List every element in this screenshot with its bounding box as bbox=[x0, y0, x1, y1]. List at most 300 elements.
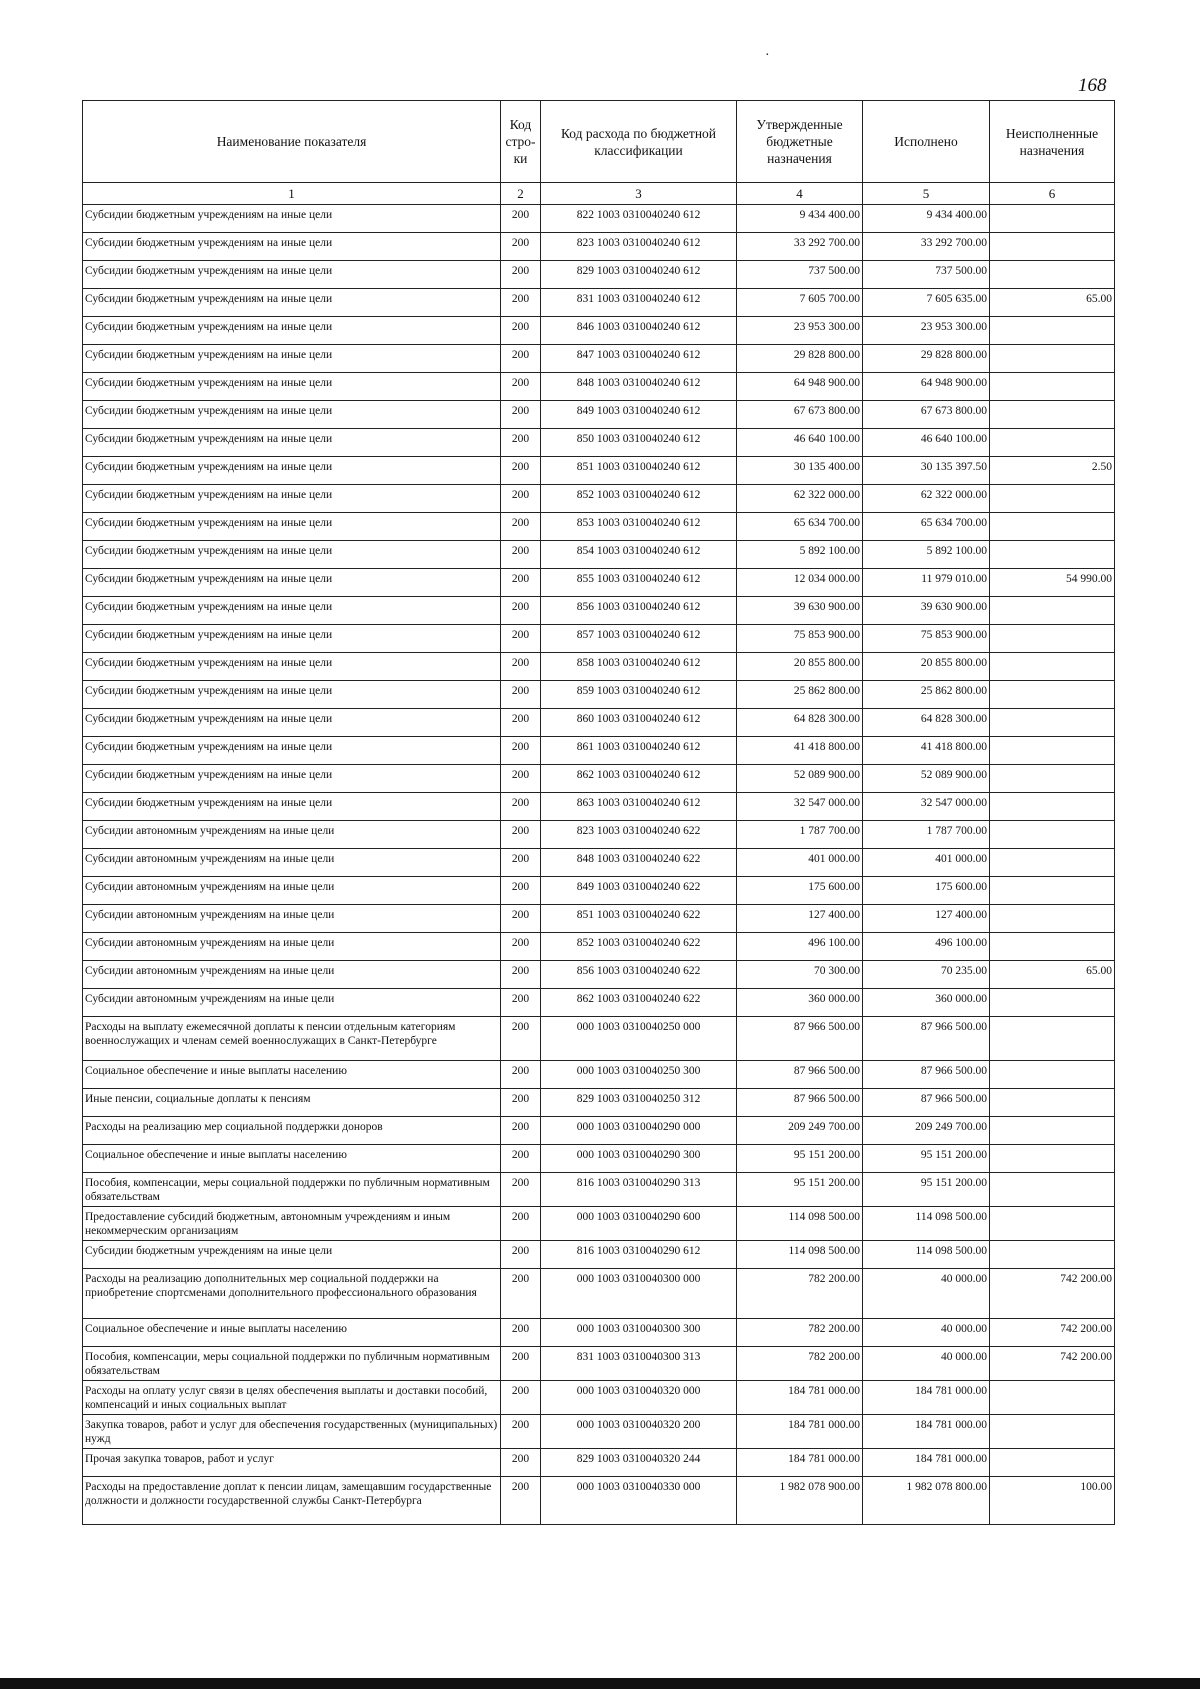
row-name: Субсидии автономным учреждениям на иные цели bbox=[83, 821, 501, 849]
table-row bbox=[83, 877, 1115, 905]
row-line-code: 200 bbox=[501, 961, 541, 989]
row-approved: 41 418 800.00 bbox=[737, 737, 863, 765]
table-row bbox=[83, 933, 1115, 961]
row-unexecuted bbox=[990, 1207, 1115, 1241]
row-classification-code: 855 1003 0310040240 612 bbox=[541, 569, 737, 597]
row-line-code: 200 bbox=[501, 849, 541, 877]
header-budget-classification: Код расхода по бюджетной классификации bbox=[541, 101, 737, 183]
row-approved: 30 135 400.00 bbox=[737, 457, 863, 485]
row-line-code: 200 bbox=[501, 1207, 541, 1241]
row-approved: 46 640 100.00 bbox=[737, 429, 863, 457]
row-unexecuted bbox=[990, 681, 1115, 709]
row-name: Субсидии автономным учреждениям на иные цели bbox=[83, 849, 501, 877]
row-classification-code: 816 1003 0310040290 313 bbox=[541, 1173, 737, 1207]
row-unexecuted bbox=[990, 1117, 1115, 1145]
row-classification-code: 000 1003 0310040290 600 bbox=[541, 1207, 737, 1241]
row-unexecuted: 742 200.00 bbox=[990, 1347, 1115, 1381]
table-row bbox=[83, 681, 1115, 709]
row-unexecuted bbox=[990, 1173, 1115, 1207]
row-classification-code: 862 1003 0310040240 612 bbox=[541, 765, 737, 793]
row-approved: 75 853 900.00 bbox=[737, 625, 863, 653]
table-row bbox=[83, 597, 1115, 625]
table-row bbox=[83, 1319, 1115, 1347]
row-classification-code: 856 1003 0310040240 622 bbox=[541, 961, 737, 989]
row-executed: 41 418 800.00 bbox=[863, 737, 990, 765]
row-approved: 127 400.00 bbox=[737, 905, 863, 933]
row-approved: 95 151 200.00 bbox=[737, 1173, 863, 1207]
row-line-code: 200 bbox=[501, 1117, 541, 1145]
row-approved: 782 200.00 bbox=[737, 1269, 863, 1319]
column-number: 6 bbox=[990, 183, 1115, 205]
row-approved: 7 605 700.00 bbox=[737, 289, 863, 317]
row-unexecuted: 100.00 bbox=[990, 1477, 1115, 1525]
row-executed: 23 953 300.00 bbox=[863, 317, 990, 345]
row-approved: 52 089 900.00 bbox=[737, 765, 863, 793]
row-executed: 29 828 800.00 bbox=[863, 345, 990, 373]
table-row bbox=[83, 317, 1115, 345]
row-unexecuted bbox=[990, 597, 1115, 625]
table-row bbox=[83, 765, 1115, 793]
row-classification-code: 000 1003 0310040300 000 bbox=[541, 1269, 737, 1319]
row-unexecuted bbox=[990, 625, 1115, 653]
row-unexecuted bbox=[990, 1061, 1115, 1089]
row-executed: 11 979 010.00 bbox=[863, 569, 990, 597]
table-row bbox=[83, 289, 1115, 317]
column-number: 3 bbox=[541, 183, 737, 205]
row-executed: 64 828 300.00 bbox=[863, 709, 990, 737]
row-executed: 184 781 000.00 bbox=[863, 1449, 990, 1477]
row-classification-code: 853 1003 0310040240 612 bbox=[541, 513, 737, 541]
row-unexecuted bbox=[990, 905, 1115, 933]
row-line-code: 200 bbox=[501, 709, 541, 737]
row-approved: 9 434 400.00 bbox=[737, 205, 863, 233]
row-classification-code: 000 1003 0310040290 000 bbox=[541, 1117, 737, 1145]
table-row bbox=[83, 457, 1115, 485]
row-approved: 32 547 000.00 bbox=[737, 793, 863, 821]
row-line-code: 200 bbox=[501, 457, 541, 485]
row-executed: 67 673 800.00 bbox=[863, 401, 990, 429]
row-name: Субсидии бюджетным учреждениям на иные цели bbox=[83, 681, 501, 709]
row-approved: 1 982 078 900.00 bbox=[737, 1477, 863, 1525]
row-unexecuted bbox=[990, 793, 1115, 821]
row-line-code: 200 bbox=[501, 1089, 541, 1117]
row-classification-code: 000 1003 0310040320 000 bbox=[541, 1381, 737, 1415]
row-line-code: 200 bbox=[501, 513, 541, 541]
row-unexecuted bbox=[990, 1449, 1115, 1477]
row-unexecuted: 742 200.00 bbox=[990, 1269, 1115, 1319]
row-classification-code: 860 1003 0310040240 612 bbox=[541, 709, 737, 737]
row-classification-code: 846 1003 0310040240 612 bbox=[541, 317, 737, 345]
column-number-row bbox=[83, 183, 1115, 205]
row-approved: 12 034 000.00 bbox=[737, 569, 863, 597]
table-row bbox=[83, 345, 1115, 373]
row-line-code: 200 bbox=[501, 1477, 541, 1525]
row-name: Субсидии бюджетным учреждениям на иные цели bbox=[83, 289, 501, 317]
row-classification-code: 859 1003 0310040240 612 bbox=[541, 681, 737, 709]
row-classification-code: 823 1003 0310040240 622 bbox=[541, 821, 737, 849]
row-classification-code: 851 1003 0310040240 612 bbox=[541, 457, 737, 485]
row-classification-code: 850 1003 0310040240 612 bbox=[541, 429, 737, 457]
row-name: Субсидии бюджетным учреждениям на иные цели bbox=[83, 485, 501, 513]
header-executed: Исполнено bbox=[863, 101, 990, 183]
row-line-code: 200 bbox=[501, 485, 541, 513]
table-row bbox=[83, 625, 1115, 653]
table-row bbox=[83, 1415, 1115, 1449]
row-executed: 40 000.00 bbox=[863, 1269, 990, 1319]
row-executed: 62 322 000.00 bbox=[863, 485, 990, 513]
table-row bbox=[83, 401, 1115, 429]
row-classification-code: 851 1003 0310040240 622 bbox=[541, 905, 737, 933]
row-line-code: 200 bbox=[501, 345, 541, 373]
row-classification-code: 849 1003 0310040240 622 bbox=[541, 877, 737, 905]
row-name: Субсидии бюджетным учреждениям на иные цели bbox=[83, 457, 501, 485]
table-row bbox=[83, 429, 1115, 457]
row-executed: 7 605 635.00 bbox=[863, 289, 990, 317]
row-unexecuted bbox=[990, 653, 1115, 681]
row-unexecuted bbox=[990, 485, 1115, 513]
row-name: Субсидии бюджетным учреждениям на иные цели bbox=[83, 765, 501, 793]
table-row bbox=[83, 233, 1115, 261]
row-approved: 1 787 700.00 bbox=[737, 821, 863, 849]
row-classification-code: 852 1003 0310040240 612 bbox=[541, 485, 737, 513]
row-executed: 114 098 500.00 bbox=[863, 1241, 990, 1269]
row-line-code: 200 bbox=[501, 1449, 541, 1477]
row-name: Субсидии бюджетным учреждениям на иные цели bbox=[83, 261, 501, 289]
header-indicator-name: Наименование показателя bbox=[83, 101, 501, 183]
row-approved: 20 855 800.00 bbox=[737, 653, 863, 681]
row-approved: 401 000.00 bbox=[737, 849, 863, 877]
row-approved: 25 862 800.00 bbox=[737, 681, 863, 709]
row-executed: 64 948 900.00 bbox=[863, 373, 990, 401]
row-line-code: 200 bbox=[501, 765, 541, 793]
row-executed: 1 982 078 800.00 bbox=[863, 1477, 990, 1525]
row-unexecuted bbox=[990, 1381, 1115, 1415]
row-classification-code: 000 1003 0310040330 000 bbox=[541, 1477, 737, 1525]
row-approved: 737 500.00 bbox=[737, 261, 863, 289]
row-approved: 360 000.00 bbox=[737, 989, 863, 1017]
scan-bottom-edge bbox=[0, 1678, 1200, 1689]
row-unexecuted bbox=[990, 1089, 1115, 1117]
row-name: Субсидии бюджетным учреждениям на иные цели bbox=[83, 793, 501, 821]
column-number: 5 bbox=[863, 183, 990, 205]
row-name: Расходы на предоставление доплат к пенсии лицам, замещавшим государственные должности и должности государственной службы Санкт-Петербурга bbox=[83, 1477, 501, 1525]
row-executed: 1 787 700.00 bbox=[863, 821, 990, 849]
table-row bbox=[83, 569, 1115, 597]
row-executed: 95 151 200.00 bbox=[863, 1173, 990, 1207]
row-unexecuted bbox=[990, 429, 1115, 457]
row-line-code: 200 bbox=[501, 933, 541, 961]
row-name: Субсидии бюджетным учреждениям на иные цели bbox=[83, 401, 501, 429]
row-unexecuted bbox=[990, 765, 1115, 793]
row-name: Субсидии автономным учреждениям на иные цели bbox=[83, 989, 501, 1017]
row-classification-code: 000 1003 0310040320 200 bbox=[541, 1415, 737, 1449]
row-unexecuted bbox=[990, 737, 1115, 765]
row-line-code: 200 bbox=[501, 1381, 541, 1415]
row-executed: 20 855 800.00 bbox=[863, 653, 990, 681]
row-classification-code: 848 1003 0310040240 612 bbox=[541, 373, 737, 401]
table-row bbox=[83, 261, 1115, 289]
row-unexecuted bbox=[990, 1241, 1115, 1269]
row-name: Социальное обеспечение и иные выплаты населению bbox=[83, 1319, 501, 1347]
row-name: Закупка товаров, работ и услуг для обеспечения государственных (муниципальных) нужд bbox=[83, 1415, 501, 1449]
row-line-code: 200 bbox=[501, 1415, 541, 1449]
table-row bbox=[83, 905, 1115, 933]
row-executed: 5 892 100.00 bbox=[863, 541, 990, 569]
row-executed: 9 434 400.00 bbox=[863, 205, 990, 233]
row-approved: 64 948 900.00 bbox=[737, 373, 863, 401]
row-executed: 40 000.00 bbox=[863, 1347, 990, 1381]
row-unexecuted bbox=[990, 877, 1115, 905]
row-classification-code: 000 1003 0310040250 300 bbox=[541, 1061, 737, 1089]
row-executed: 52 089 900.00 bbox=[863, 765, 990, 793]
row-unexecuted bbox=[990, 933, 1115, 961]
row-line-code: 200 bbox=[501, 1347, 541, 1381]
row-line-code: 200 bbox=[501, 905, 541, 933]
row-approved: 184 781 000.00 bbox=[737, 1415, 863, 1449]
budget-execution-table bbox=[82, 100, 1115, 1525]
table-body bbox=[83, 205, 1115, 1525]
header-unexecuted: Неисполненные назначения bbox=[990, 101, 1115, 183]
row-approved: 87 966 500.00 bbox=[737, 1017, 863, 1061]
column-number: 4 bbox=[737, 183, 863, 205]
row-unexecuted bbox=[990, 513, 1115, 541]
row-name: Субсидии бюджетным учреждениям на иные цели bbox=[83, 345, 501, 373]
row-line-code: 200 bbox=[501, 205, 541, 233]
row-line-code: 200 bbox=[501, 233, 541, 261]
table-row bbox=[83, 1449, 1115, 1477]
row-approved: 114 098 500.00 bbox=[737, 1241, 863, 1269]
row-unexecuted: 65.00 bbox=[990, 289, 1115, 317]
row-classification-code: 862 1003 0310040240 622 bbox=[541, 989, 737, 1017]
row-executed: 184 781 000.00 bbox=[863, 1381, 990, 1415]
row-executed: 32 547 000.00 bbox=[863, 793, 990, 821]
table-row bbox=[83, 989, 1115, 1017]
table-row bbox=[83, 1347, 1115, 1381]
row-line-code: 200 bbox=[501, 793, 541, 821]
row-approved: 23 953 300.00 bbox=[737, 317, 863, 345]
row-line-code: 200 bbox=[501, 429, 541, 457]
row-executed: 175 600.00 bbox=[863, 877, 990, 905]
row-approved: 62 322 000.00 bbox=[737, 485, 863, 513]
row-line-code: 200 bbox=[501, 317, 541, 345]
row-name: Субсидии бюджетным учреждениям на иные цели bbox=[83, 233, 501, 261]
row-line-code: 200 bbox=[501, 569, 541, 597]
row-classification-code: 000 1003 0310040300 300 bbox=[541, 1319, 737, 1347]
row-name: Субсидии автономным учреждениям на иные цели bbox=[83, 905, 501, 933]
row-unexecuted bbox=[990, 541, 1115, 569]
row-approved: 67 673 800.00 bbox=[737, 401, 863, 429]
table-row bbox=[83, 1117, 1115, 1145]
row-approved: 39 630 900.00 bbox=[737, 597, 863, 625]
row-classification-code: 822 1003 0310040240 612 bbox=[541, 205, 737, 233]
table-row bbox=[83, 1089, 1115, 1117]
row-name: Субсидии бюджетным учреждениям на иные цели bbox=[83, 737, 501, 765]
row-unexecuted bbox=[990, 1017, 1115, 1061]
row-classification-code: 829 1003 0310040250 312 bbox=[541, 1089, 737, 1117]
row-approved: 184 781 000.00 bbox=[737, 1449, 863, 1477]
column-number: 1 bbox=[83, 183, 501, 205]
row-unexecuted bbox=[990, 233, 1115, 261]
row-approved: 496 100.00 bbox=[737, 933, 863, 961]
row-line-code: 200 bbox=[501, 373, 541, 401]
row-executed: 87 966 500.00 bbox=[863, 1017, 990, 1061]
table-row bbox=[83, 653, 1115, 681]
row-line-code: 200 bbox=[501, 401, 541, 429]
row-executed: 401 000.00 bbox=[863, 849, 990, 877]
row-approved: 95 151 200.00 bbox=[737, 1145, 863, 1173]
row-line-code: 200 bbox=[501, 821, 541, 849]
row-line-code: 200 bbox=[501, 1173, 541, 1207]
row-approved: 175 600.00 bbox=[737, 877, 863, 905]
row-executed: 46 640 100.00 bbox=[863, 429, 990, 457]
table-row bbox=[83, 849, 1115, 877]
row-classification-code: 863 1003 0310040240 612 bbox=[541, 793, 737, 821]
row-classification-code: 848 1003 0310040240 622 bbox=[541, 849, 737, 877]
row-approved: 70 300.00 bbox=[737, 961, 863, 989]
row-classification-code: 829 1003 0310040240 612 bbox=[541, 261, 737, 289]
row-classification-code: 829 1003 0310040320 244 bbox=[541, 1449, 737, 1477]
row-classification-code: 857 1003 0310040240 612 bbox=[541, 625, 737, 653]
table-row bbox=[83, 485, 1115, 513]
row-classification-code: 854 1003 0310040240 612 bbox=[541, 541, 737, 569]
table-row bbox=[83, 737, 1115, 765]
table-row bbox=[83, 541, 1115, 569]
row-name: Прочая закупка товаров, работ и услуг bbox=[83, 1449, 501, 1477]
table-row bbox=[83, 1269, 1115, 1319]
row-name: Расходы на реализацию дополнительных мер социальной поддержки на приобретение спортсменами дополнительного профессионального образования bbox=[83, 1269, 501, 1319]
row-line-code: 200 bbox=[501, 1061, 541, 1089]
row-line-code: 200 bbox=[501, 541, 541, 569]
row-classification-code: 852 1003 0310040240 622 bbox=[541, 933, 737, 961]
table-row bbox=[83, 1145, 1115, 1173]
row-unexecuted bbox=[990, 317, 1115, 345]
row-approved: 209 249 700.00 bbox=[737, 1117, 863, 1145]
row-executed: 209 249 700.00 bbox=[863, 1117, 990, 1145]
row-approved: 29 828 800.00 bbox=[737, 345, 863, 373]
row-line-code: 200 bbox=[501, 1017, 541, 1061]
row-name: Иные пенсии, социальные доплаты к пенсиям bbox=[83, 1089, 501, 1117]
row-line-code: 200 bbox=[501, 1145, 541, 1173]
row-name: Субсидии бюджетным учреждениям на иные цели bbox=[83, 569, 501, 597]
row-name: Социальное обеспечение и иные выплаты населению bbox=[83, 1145, 501, 1173]
row-line-code: 200 bbox=[501, 1269, 541, 1319]
table-header-row bbox=[83, 101, 1115, 183]
row-classification-code: 831 1003 0310040300 313 bbox=[541, 1347, 737, 1381]
row-classification-code: 000 1003 0310040250 000 bbox=[541, 1017, 737, 1061]
row-unexecuted: 65.00 bbox=[990, 961, 1115, 989]
row-classification-code: 847 1003 0310040240 612 bbox=[541, 345, 737, 373]
row-name: Расходы на реализацию мер социальной поддержки доноров bbox=[83, 1117, 501, 1145]
row-classification-code: 861 1003 0310040240 612 bbox=[541, 737, 737, 765]
row-unexecuted bbox=[990, 1145, 1115, 1173]
row-executed: 40 000.00 bbox=[863, 1319, 990, 1347]
row-name: Субсидии бюджетным учреждениям на иные цели bbox=[83, 709, 501, 737]
row-executed: 70 235.00 bbox=[863, 961, 990, 989]
row-unexecuted bbox=[990, 401, 1115, 429]
row-approved: 5 892 100.00 bbox=[737, 541, 863, 569]
table-row bbox=[83, 513, 1115, 541]
row-name: Субсидии бюджетным учреждениям на иные цели bbox=[83, 653, 501, 681]
row-executed: 87 966 500.00 bbox=[863, 1061, 990, 1089]
row-line-code: 200 bbox=[501, 597, 541, 625]
row-unexecuted bbox=[990, 205, 1115, 233]
row-executed: 25 862 800.00 bbox=[863, 681, 990, 709]
row-executed: 114 098 500.00 bbox=[863, 1207, 990, 1241]
row-name: Социальное обеспечение и иные выплаты населению bbox=[83, 1061, 501, 1089]
row-name: Субсидии бюджетным учреждениям на иные цели bbox=[83, 317, 501, 345]
row-name: Субсидии бюджетным учреждениям на иные цели bbox=[83, 429, 501, 457]
row-approved: 65 634 700.00 bbox=[737, 513, 863, 541]
row-line-code: 200 bbox=[501, 877, 541, 905]
row-classification-code: 849 1003 0310040240 612 bbox=[541, 401, 737, 429]
row-executed: 39 630 900.00 bbox=[863, 597, 990, 625]
row-name: Субсидии бюджетным учреждениям на иные цели bbox=[83, 625, 501, 653]
row-line-code: 200 bbox=[501, 261, 541, 289]
row-unexecuted bbox=[990, 261, 1115, 289]
row-executed: 496 100.00 bbox=[863, 933, 990, 961]
row-name: Пособия, компенсации, меры социальной поддержки по публичным нормативным обязательствам bbox=[83, 1347, 501, 1381]
row-executed: 360 000.00 bbox=[863, 989, 990, 1017]
row-name: Субсидии бюджетным учреждениям на иные цели bbox=[83, 205, 501, 233]
row-executed: 737 500.00 bbox=[863, 261, 990, 289]
row-approved: 782 200.00 bbox=[737, 1347, 863, 1381]
row-unexecuted: 2.50 bbox=[990, 457, 1115, 485]
row-name: Субсидии автономным учреждениям на иные цели bbox=[83, 961, 501, 989]
row-name: Субсидии бюджетным учреждениям на иные цели bbox=[83, 597, 501, 625]
row-unexecuted bbox=[990, 989, 1115, 1017]
table-row bbox=[83, 1241, 1115, 1269]
row-unexecuted bbox=[990, 373, 1115, 401]
row-name: Субсидии бюджетным учреждениям на иные цели bbox=[83, 513, 501, 541]
row-unexecuted bbox=[990, 849, 1115, 877]
row-line-code: 200 bbox=[501, 1241, 541, 1269]
row-executed: 65 634 700.00 bbox=[863, 513, 990, 541]
row-executed: 87 966 500.00 bbox=[863, 1089, 990, 1117]
row-approved: 782 200.00 bbox=[737, 1319, 863, 1347]
table-row bbox=[83, 793, 1115, 821]
row-unexecuted bbox=[990, 821, 1115, 849]
row-executed: 95 151 200.00 bbox=[863, 1145, 990, 1173]
row-approved: 114 098 500.00 bbox=[737, 1207, 863, 1241]
row-approved: 87 966 500.00 bbox=[737, 1089, 863, 1117]
table-row bbox=[83, 1017, 1115, 1061]
row-unexecuted bbox=[990, 345, 1115, 373]
row-approved: 87 966 500.00 bbox=[737, 1061, 863, 1089]
row-approved: 64 828 300.00 bbox=[737, 709, 863, 737]
table-row bbox=[83, 1381, 1115, 1415]
row-executed: 33 292 700.00 bbox=[863, 233, 990, 261]
row-unexecuted: 54 990.00 bbox=[990, 569, 1115, 597]
row-line-code: 200 bbox=[501, 653, 541, 681]
column-number: 2 bbox=[501, 183, 541, 205]
row-name: Субсидии бюджетным учреждениям на иные цели bbox=[83, 541, 501, 569]
row-line-code: 200 bbox=[501, 681, 541, 709]
table-row bbox=[83, 821, 1115, 849]
table-row bbox=[83, 373, 1115, 401]
row-line-code: 200 bbox=[501, 289, 541, 317]
row-name: Расходы на оплату услуг связи в целях обеспечения выплаты и доставки пособий, компенсаций и иных социальных выплат bbox=[83, 1381, 501, 1415]
row-classification-code: 000 1003 0310040290 300 bbox=[541, 1145, 737, 1173]
row-unexecuted: 742 200.00 bbox=[990, 1319, 1115, 1347]
row-line-code: 200 bbox=[501, 989, 541, 1017]
row-name: Пособия, компенсации, меры социальной поддержки по публичным нормативным обязательствам bbox=[83, 1173, 501, 1207]
row-classification-code: 856 1003 0310040240 612 bbox=[541, 597, 737, 625]
row-name: Субсидии автономным учреждениям на иные цели bbox=[83, 877, 501, 905]
row-approved: 184 781 000.00 bbox=[737, 1381, 863, 1415]
row-executed: 75 853 900.00 bbox=[863, 625, 990, 653]
table-row bbox=[83, 1477, 1115, 1525]
table-row bbox=[83, 1173, 1115, 1207]
